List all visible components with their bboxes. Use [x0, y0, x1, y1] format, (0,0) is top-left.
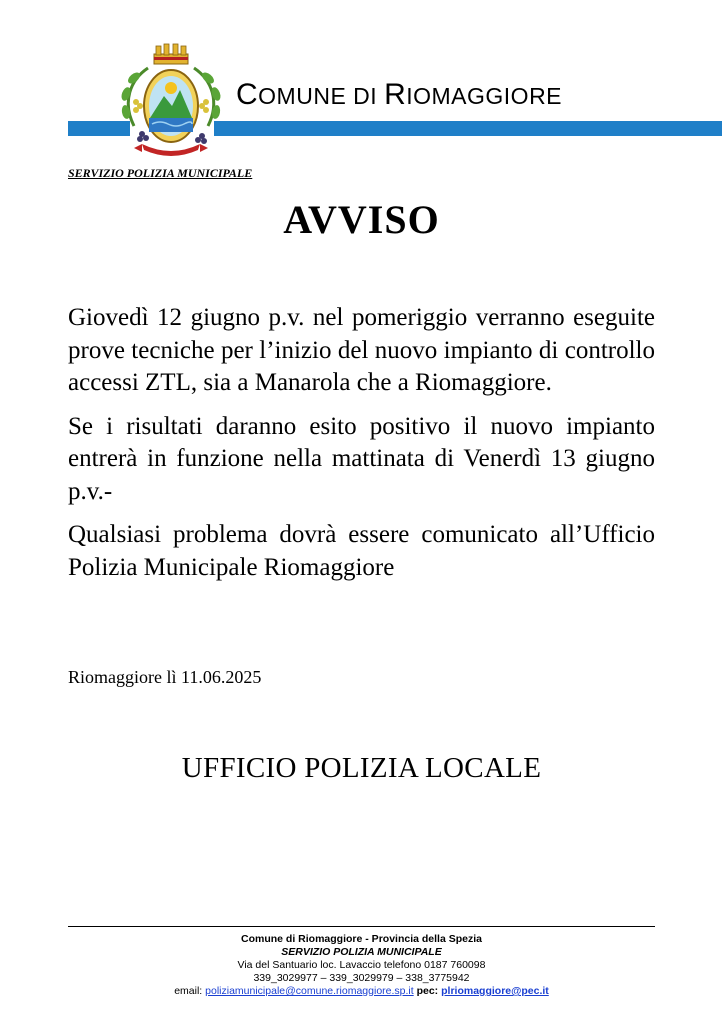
title-rest-comune-di: OMUNE DI [258, 83, 385, 109]
notice-paragraph: Giovedì 12 giugno p.v. nel pomeriggio verranno eseguite prove tecniche per l’inizio del nuovo impianto di controllo accessi ZTL, sia a Manarola che a Riomaggiore. [68, 304, 655, 396]
municipal-crest-logo [112, 40, 230, 158]
service-label: SERVIZIO POLIZIA MUNICIPALE [68, 166, 253, 180]
title-initial-r: R [384, 78, 407, 111]
footer-municipality: Comune di Riomaggiore - Provincia della Spezia [241, 933, 482, 945]
signature-office: UFFICIO POLIZIA LOCALE [181, 752, 542, 784]
footer-service: SERVIZIO POLIZIA MUNICIPALE [281, 946, 442, 958]
pec-link[interactable]: plriomaggiore@pec.it [441, 985, 549, 997]
date-line: Riomaggiore lì 11.06.2025 [68, 667, 262, 687]
footer-divider [68, 926, 655, 927]
pec-label: pec: [416, 985, 439, 997]
title-initial-c: C [236, 78, 259, 111]
notice-body [68, 302, 655, 595]
notice-title: AVVISO [283, 197, 440, 242]
notice-paragraph: Qualsiasi problema dovrà essere comunicato all’Ufficio Polizia Municipale Riomaggiore [68, 521, 655, 581]
municipality-title [236, 80, 562, 110]
email-link[interactable]: poliziamunicipale@comune.riomaggiore.sp.it [205, 985, 414, 997]
shield-icon [144, 70, 198, 142]
email-label: email: [174, 985, 203, 997]
header-band-right [214, 121, 722, 136]
footer-address: Via del Santuario loc. Lavaccio telefono 0187 760098 [237, 959, 486, 971]
ribbon-icon [134, 144, 208, 156]
notice-paragraph: Se i risultati daranno esito positivo il nuovo impianto entrerà in funzione nella mattinata di Venerdì 13 giugno p.v.- [68, 412, 655, 505]
title-rest-iomaggiore: IOMAGGIORE [406, 83, 563, 109]
footer [0, 933, 723, 998]
footer-contacts [0, 985, 723, 998]
footer-phones: 339_3029977 – 339_3029979 – 338_3775942 [253, 972, 470, 984]
header-band-left [68, 121, 130, 136]
crown-icon [154, 44, 188, 64]
